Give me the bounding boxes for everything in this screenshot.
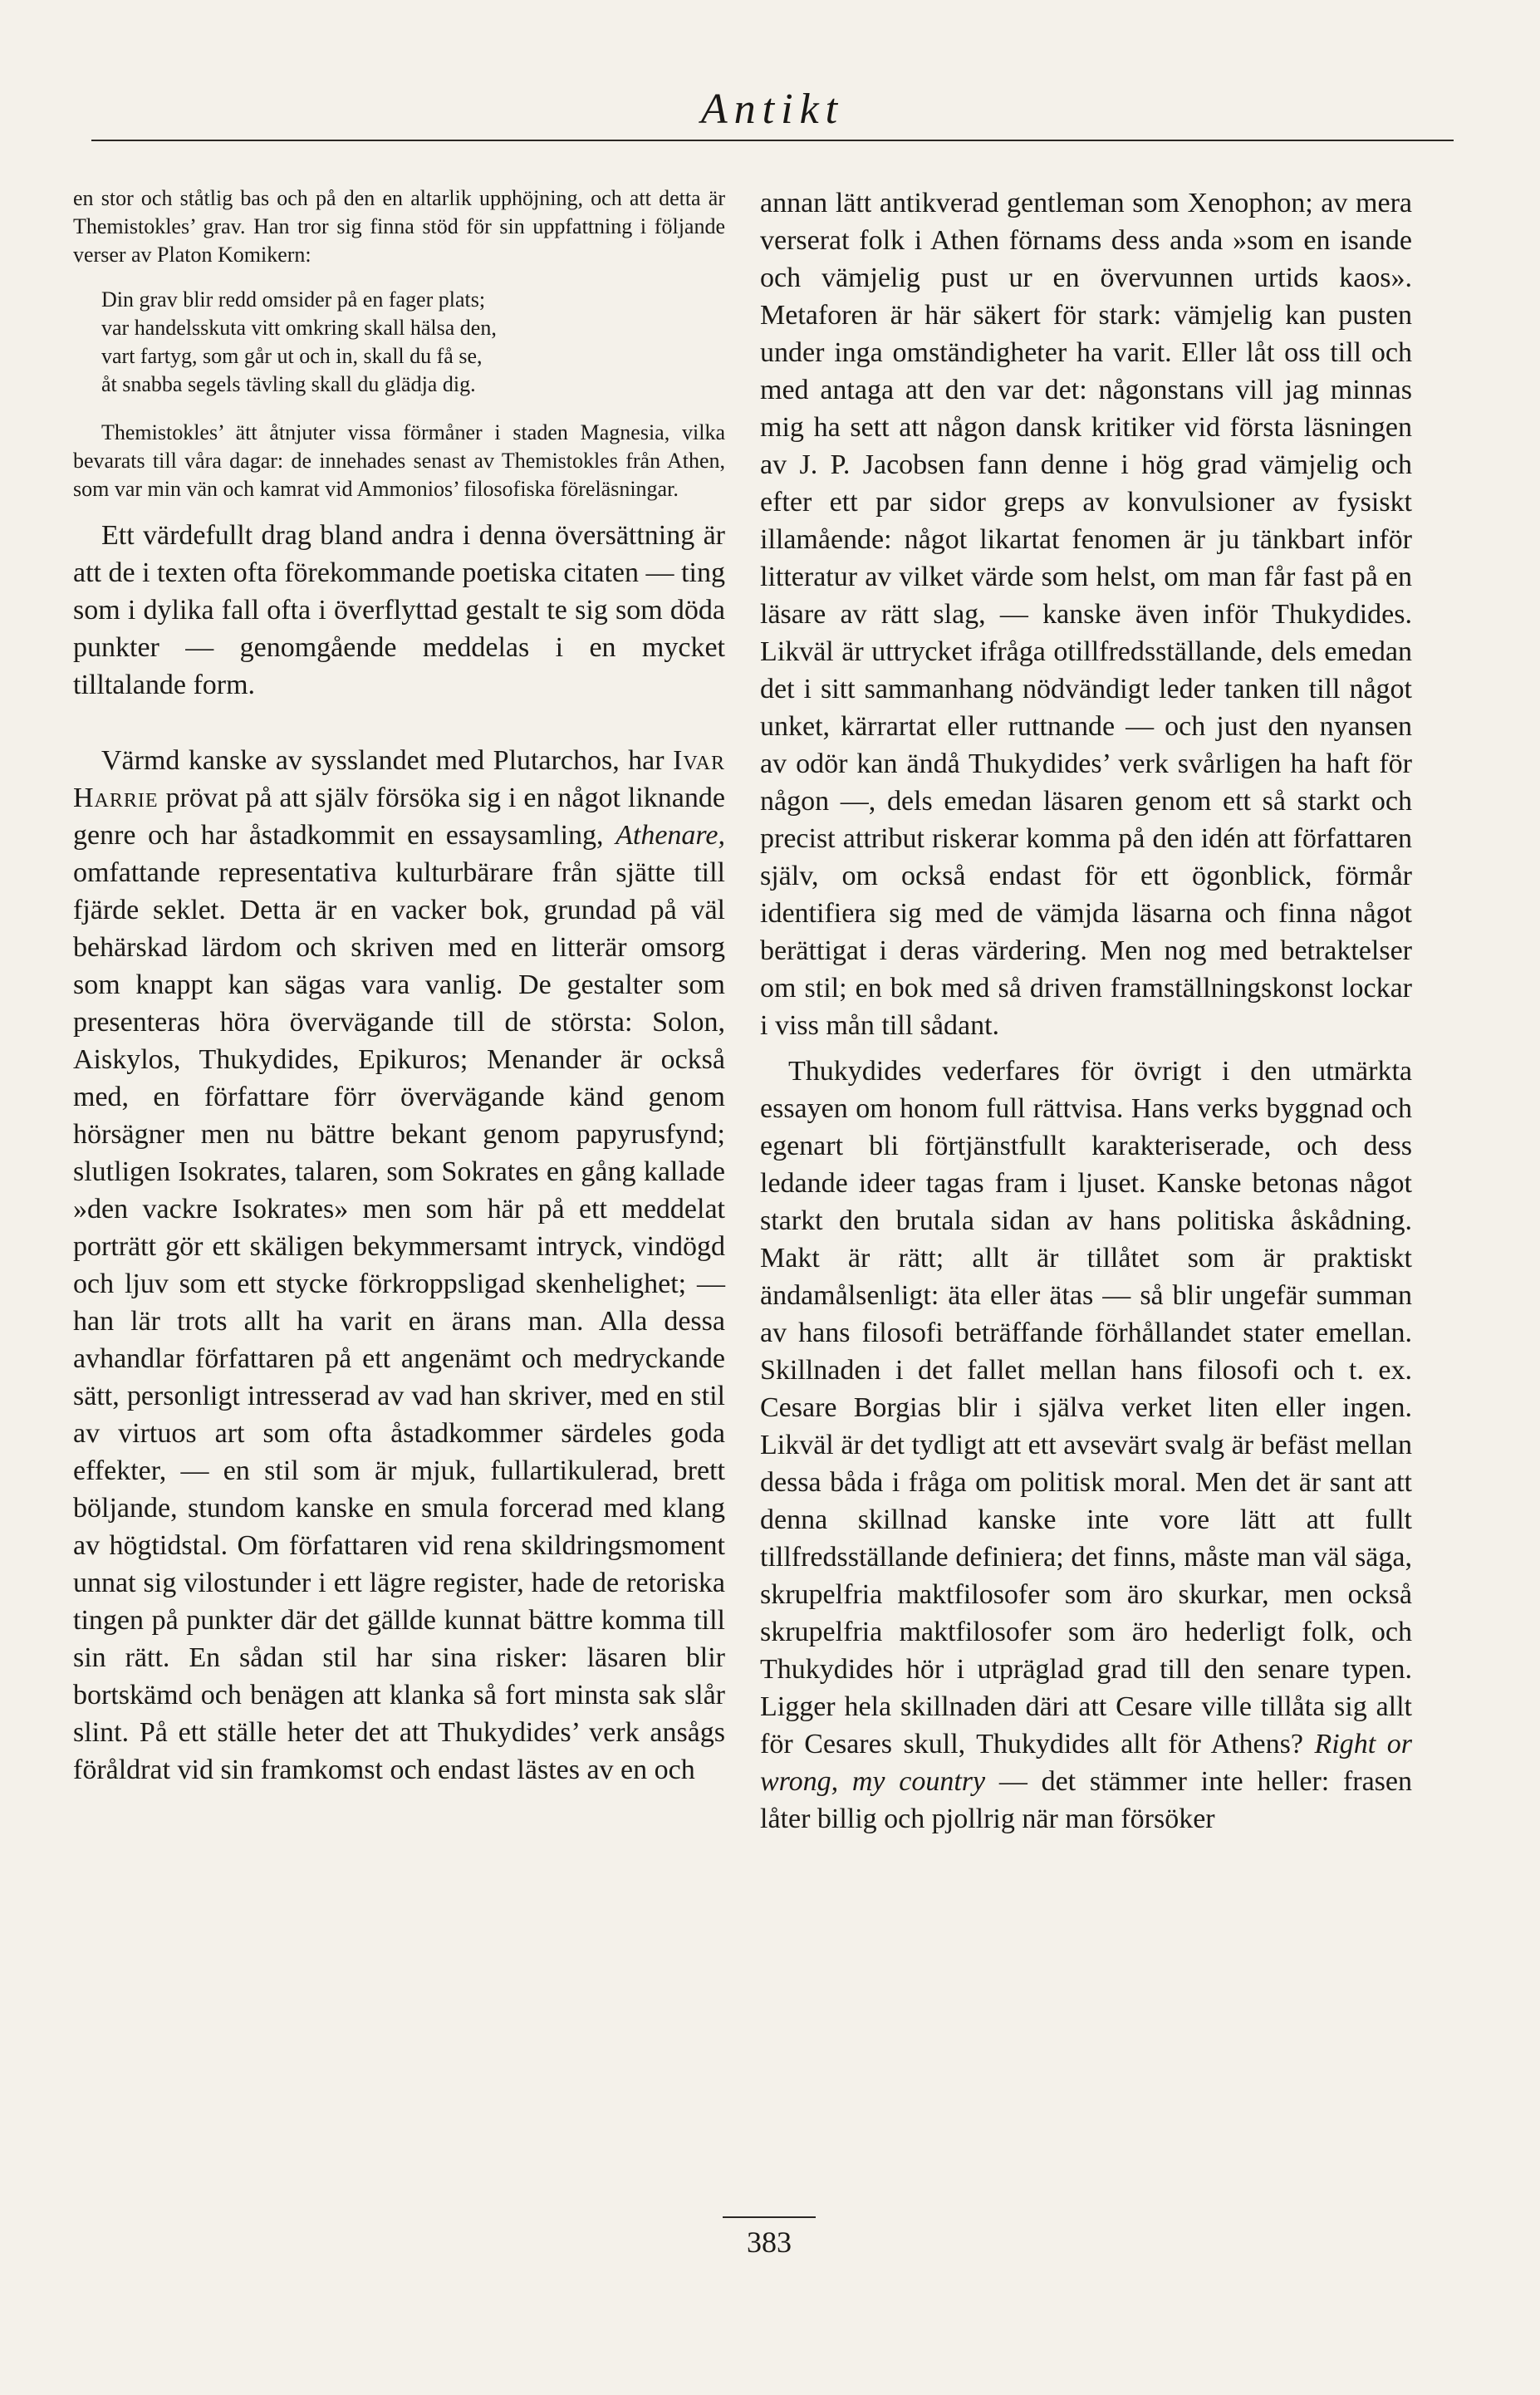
quoted-phrase: Right or wrong, my country (760, 1729, 1412, 1797)
para-text: Värmd kanske av sysslandet med Plutarchos, har (101, 745, 665, 776)
header-rule (91, 140, 1454, 141)
left-column (73, 184, 725, 1789)
verse-quotation (101, 286, 725, 399)
para-text: prövat på att själv försöka sig i en något liknande genre och har åstadkommit en essaysamling, (73, 783, 725, 851)
para-text: Thukydides vederfares för övrigt i den utmärkta essayen om honom full rättvisa. Hans verks byggnad och egenart bli förtjänstfullt karakteriserade, och dess ledande ideer tagas fram i ljuset. Kanske betonas något starkt den brutala sidan av hans politiska åskådning. Makt är rätt; allt är tillåtet som är praktiskt ändamålsenligt: äta eller ätas — så blir ungefär summan av hans filosofi beträffande förhållandet stater emellan. Skillnaden i det fallet mellan hans filosofi och t. ex. Cesare Borgias blir i själva verket liten eller ingen. Likväl är det tydligt att ett avsevärt svalg är befäst mellan dessa båda i fråga om politisk moral. Men det är sant att denna skillnad kanske inte vore lätt att fullt tillfredsställande definiera; det finns, måste man väl säga, skrupelfria maktfilosofer som äro skurkar, men också skrupelfria maktfilosofer som äro hederligt folk, och Thukydides hör i utpräglad grad till den senare typen. Ligger hela skillnaden däri att Cesare ville tillåta sig allt för Cesares skull, Thukydides allt för Athens? (760, 1056, 1412, 1759)
verse-line: Din grav blir redd omsider på en fager plats; (101, 287, 486, 312)
body-paragraph-2 (73, 742, 725, 1789)
right-column (760, 184, 1412, 1838)
page-number: 383 (723, 2216, 816, 2260)
footnote-paragraph-2: Themistokles’ ätt åtnjuter vissa förmåner i staden Magnesia, vilka bevarats till våra dagar: de innehades senast av Themistokles från Athen, som var min vän och kamrat vid Ammonios’ filosofiska föreläsningar. (73, 420, 725, 501)
body-paragraph-4 (760, 1053, 1412, 1838)
verse-line: åt snabba segels tävling skall du glädja dig. (101, 372, 476, 396)
page-header (91, 76, 1454, 143)
verse-line: vart fartyg, som går ut och in, skall du få se, (101, 344, 483, 368)
running-title: Antikt (700, 86, 845, 133)
author-name: Ivar Harrie (73, 745, 725, 813)
para-text: omfattande representativa kulturbärare från sjätte till fjärde seklet. Detta är en vacker bok, grundad på väl behärskad lärdom och skriven med en litterär omsorg som knappt kan sägas vara vanlig. De gestalter som presenteras höra övervägande till de största: Solon, Aiskylos, Thukydides, Epikuros; Menander är också med, en författare förr övervägande känd genom hörsägner men nu bättre bekant genom papyrusfynd; slutligen Isokrates, talaren, som Sokrates en gång kallade »den vackre Isokrates» men som här på ett meddelat porträtt gör ett skäligen bekymmersamt intryck, vindögd och ljuv som ett stycke förkroppsligad skenhelighet; — han lär trots allt ha varit en ärans man. Alla dessa avhandlar författaren på ett angenämt och medryckande sätt, personligt intresserad av vad han skriver, med en stil av virtuos art som ofta åstadkommer särdeles goda effekter, — en stil som är mjuk, fullartikulerad, brett böljande, stundom kanske en smula forcerad med klang av högtidstal. Om författaren vid rena skildringsmoment unnat sig vilostunder i ett lägre register, hade de retoriska tingen på punkter där det gällde kunnat bättre komma till sin rätt. En sådan stil har sina risker: läsaren blir bortskämd och benägen att klanka så fort minsta sak slår slint. På ett ställe heter det att Thukydides’ verk ansågs föråldrat vid sin framkomst och endast lästes av en och (73, 857, 725, 1785)
body-paragraph-1: Ett värdefullt drag bland andra i denna översättning är att de i texten ofta förekommande poetiska citaten — ting som i dylika fall ofta i överflyttad gestalt te sig som döda punkter — genomgående meddelas i en mycket tilltalande form. (73, 520, 725, 700)
body-paragraph-3: annan lätt antikverad gentleman som Xenophon; av mera verserat folk i Athen förnams dess anda »som en isande och vämjelig pust ur en övervunnen urtids kaos». Metaforen är här säkert för stark: vämjelig kan pusten under inga omständigheter ha varit. Eller låt oss till och med antaga att den var det: någonstans vill jag minnas mig ha sett att någon dansk kritiker vid första läsningen av J. P. Jacobsen fann denne i hög grad vämjelig och efter ett par sidor greps av konvulsioner av fysiskt illamående: något likartat fenomen är ju tänkbart inför litteratur av vilket värde som helst, om man får fast på en läsare av rätt slag, — kanske även inför Thukydides. Likväl är uttrycket ifråga otillfredsställande, dels emedan det i sitt sammanhang nödvändigt leder tanken till något unket, kärrartat eller ruttnande — och just den nyansen av odör kan ändå Thukydides’ verk svårligen ha haft för någon —, dels emedan läsaren genom ett så starkt och precist attribut riskerar komma på den idén att författaren själv, om också endast för ett ögonblick, förmår identifiera sig med de vämjda läsarna och finna något berättigat i deras värdering. Men nog med betraktelser om stil; en bok med så driven framställningskonst lockar i viss mån till sådant. (760, 188, 1412, 1041)
verse-line: var handelsskuta vitt omkring skall hälsa den, (101, 316, 497, 340)
book-title: Athenare, (616, 820, 725, 851)
para-text: — det stämmer inte heller: frasen låter billig och pjollrig när man försöker (760, 1766, 1413, 1834)
footnote-paragraph-1: en stor och ståtlig bas och på den en altarlik upphöjning, och att detta är Themistokles’ grav. Han tror sig finna stöd för sin uppfattning i följande verser av Platon Komikern: (73, 186, 725, 267)
